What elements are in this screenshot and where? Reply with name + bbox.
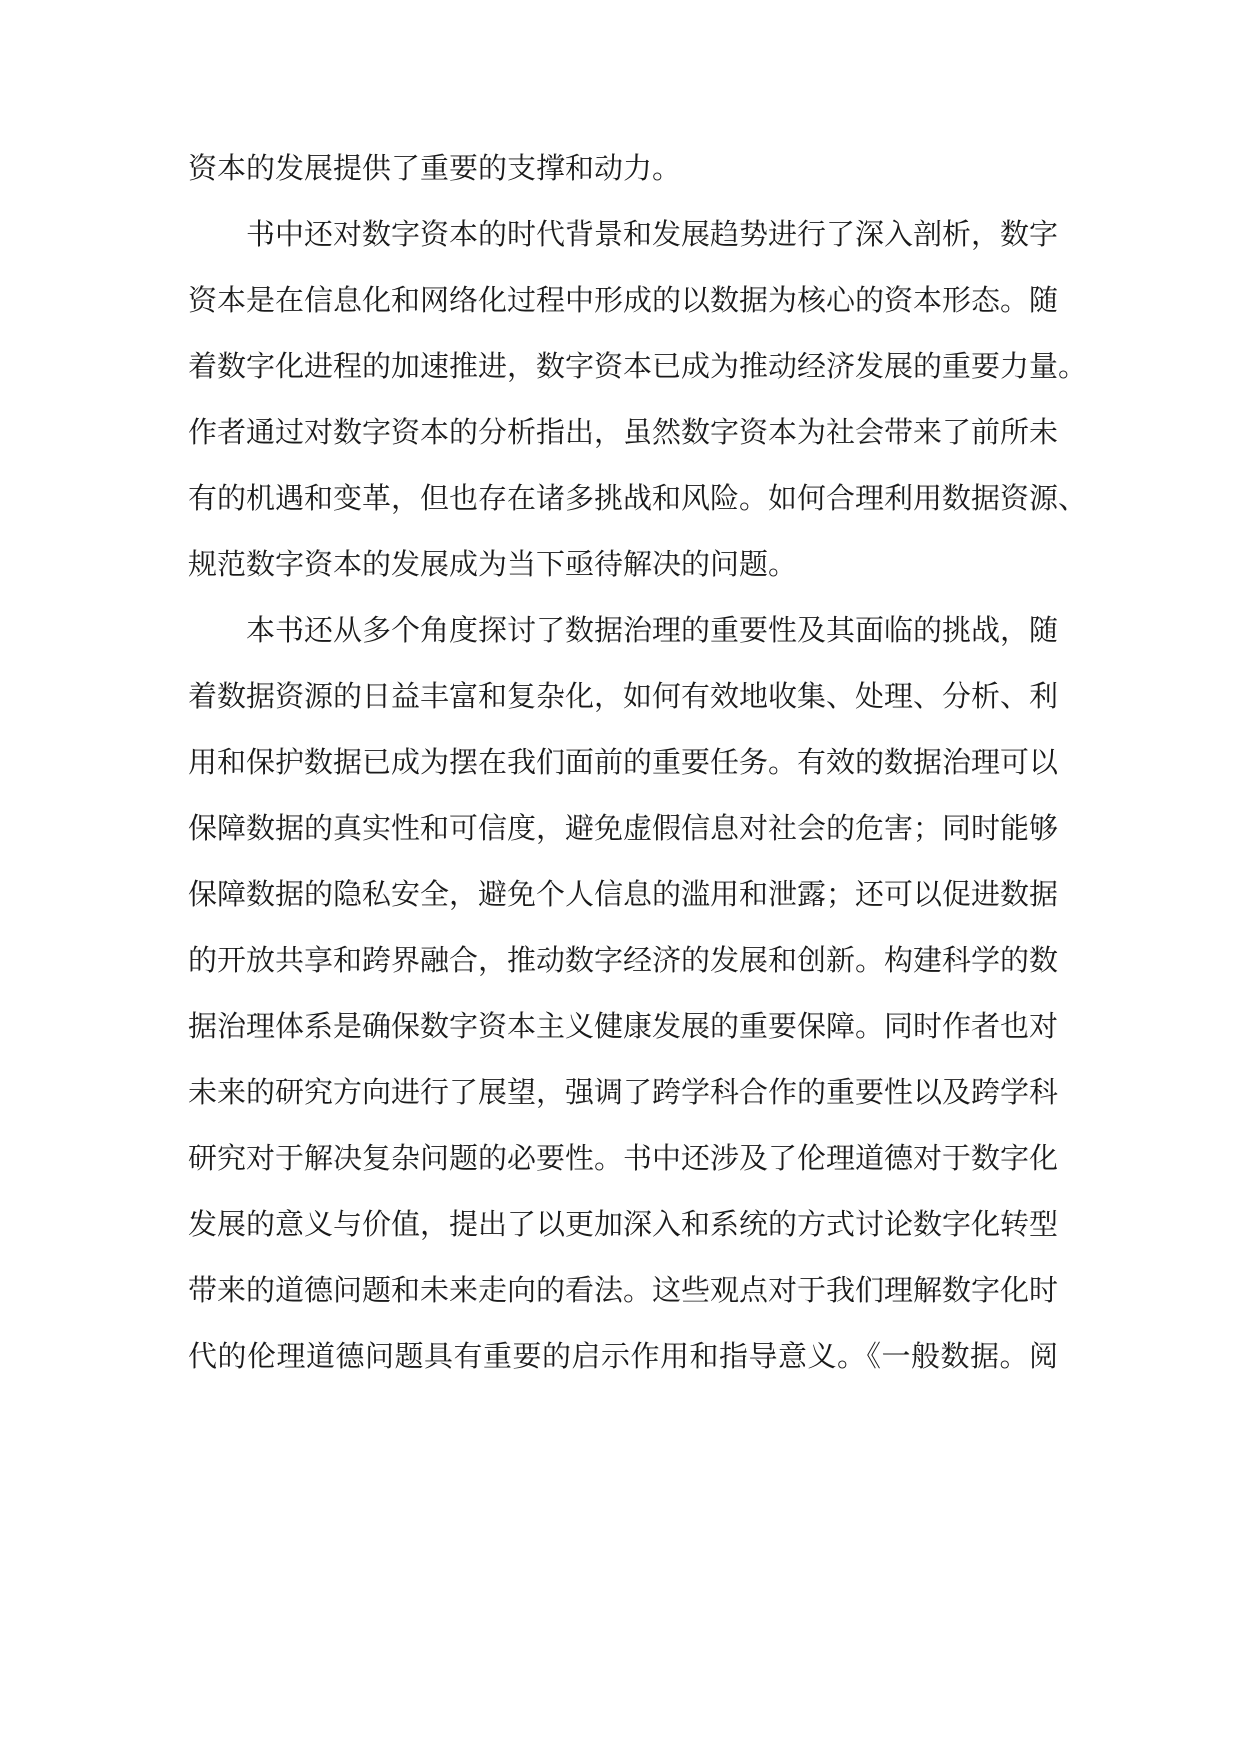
- text-line: 代的伦理道德问题具有重要的启示作用和指导意义。《一般数据。阅: [188, 1339, 1058, 1373]
- body-text: [188, 143, 1088, 1397]
- text-line: 保障数据的隐私安全，避免个人信息的滥用和泄露；还可以促进数据: [188, 877, 1059, 911]
- text-line: 资本的发展提供了重要的支撑和动力。: [188, 151, 682, 185]
- text-line: 研究对于解决复杂问题的必要性。书中还涉及了伦理道德对于数字化: [188, 1141, 1059, 1175]
- text-line: 的开放共享和跨界融合，推动数字经济的发展和创新。构建科学的数: [188, 943, 1059, 977]
- text-line: 着数字化进程的加速推进，数字资本已成为推动经济发展的重要力量。: [188, 349, 1088, 383]
- text-line: 发展的意义与价值，提出了以更加深入和系统的方式讨论数字化转型: [188, 1207, 1059, 1241]
- text-line: 用和保护数据已成为摆在我们面前的重要任务。有效的数据治理可以: [188, 745, 1059, 779]
- text-line: 规范数字资本的发展成为当下亟待解决的问题。: [188, 547, 798, 581]
- text-line: 据治理体系是确保数字资本主义健康发展的重要保障。同时作者也对: [188, 1009, 1059, 1043]
- text-line: 未来的研究方向进行了展望，强调了跨学科合作的重要性以及跨学科: [188, 1075, 1059, 1109]
- text-line: 带来的道德问题和未来走向的看法。这些观点对于我们理解数字化时: [188, 1273, 1059, 1307]
- text-line: 书中还对数字资本的时代背景和发展趋势进行了深入剖析，数字: [246, 217, 1059, 251]
- text-line: 本书还从多个角度探讨了数据治理的重要性及其面临的挑战，随: [246, 613, 1059, 647]
- text-line: 有的机遇和变革，但也存在诸多挑战和风险。如何合理利用数据资源、: [188, 481, 1088, 515]
- text-line: 着数据资源的日益丰富和复杂化，如何有效地收集、处理、分析、利: [188, 679, 1059, 713]
- text-line: 作者通过对数字资本的分析指出，虽然数字资本为社会带来了前所未: [188, 415, 1059, 449]
- text-line: 资本是在信息化和网络化过程中形成的以数据为核心的资本形态。随: [188, 283, 1059, 317]
- text-line: 保障数据的真实性和可信度，避免虚假信息对社会的危害；同时能够: [188, 811, 1059, 845]
